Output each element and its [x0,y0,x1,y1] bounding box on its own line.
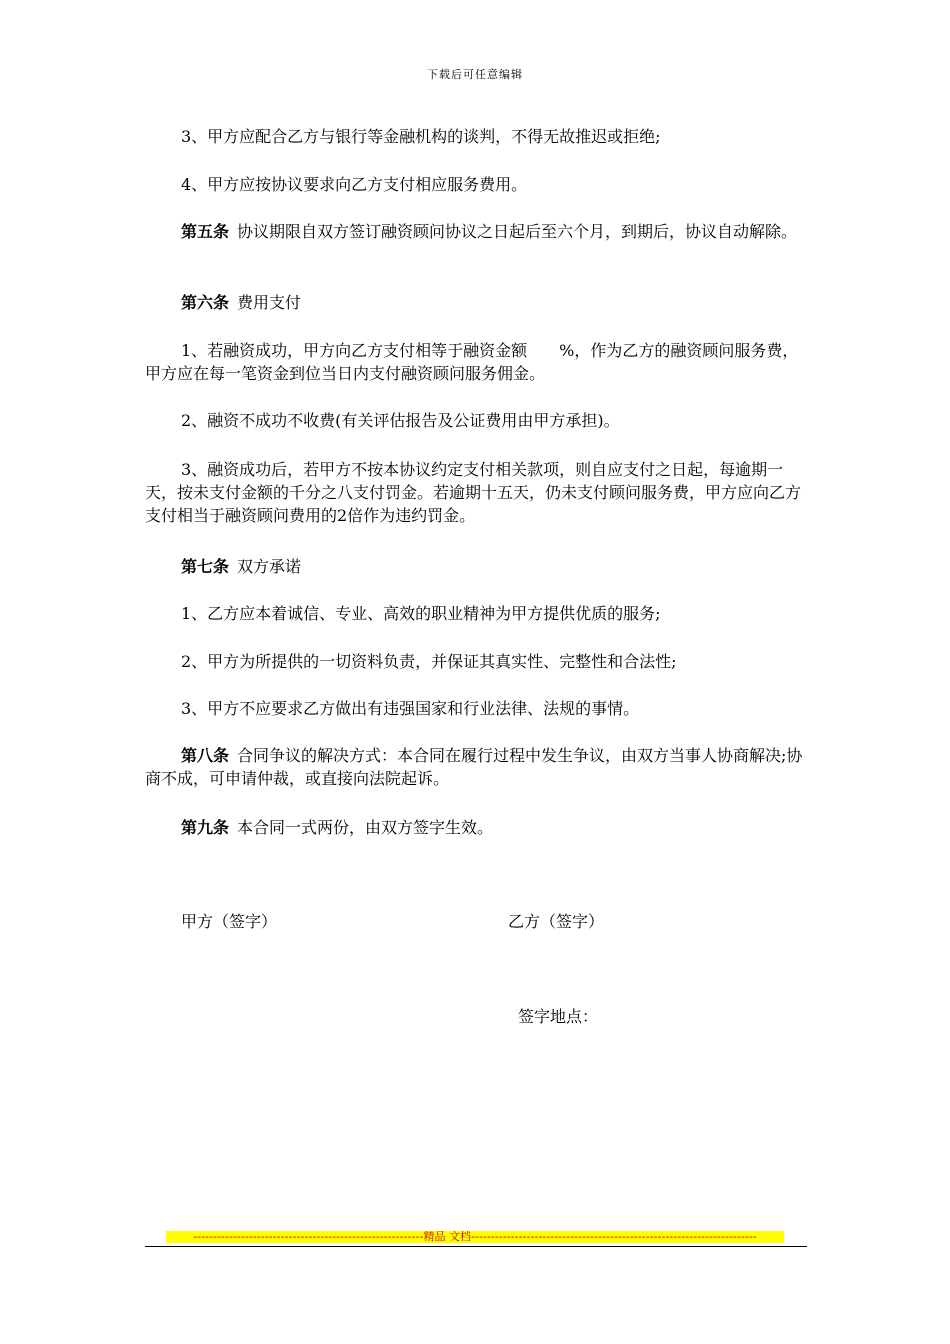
clause-text: 4、甲方应按协议要求向乙方支付相应服务费用。 [181,175,528,194]
clause-lead: 第七条 [181,557,230,576]
footer-watermark-band: ----------------------------------------------------------精品 文档------------------------------------------------------------------------ [166,1231,784,1243]
party-a-signature-label: 甲方（签字） [181,912,278,931]
clause-text: 合同争议的解决方式：本合同在履行过程中发生争议，由双方当事人协商解决;协商不成，可申请仲裁，或直接向法院起诉。 [145,746,803,788]
clause-text: 本合同一式两份，由双方签字生效。 [237,818,494,837]
clause-text: 费用支付 [237,293,302,312]
clause-paragraph [145,458,807,527]
clause-lead: 第八条 [181,746,230,765]
clause-lead: 第五条 [181,222,230,241]
clause-text: 3、甲方不应要求乙方做出有违强国家和行业法律、法规的事情。 [181,699,640,718]
clause-paragraph [145,339,807,385]
clause-text: 2、甲方为所提供的一切资料负责，并保证其真实性、完整性和合法性; [181,652,677,671]
clause-text: 协议期限自双方签订融资顾问协议之日起后至六个月，到期后，协议自动解除。 [237,222,798,241]
clause-text: 1、乙方应本着诚信、专业、高效的职业精神为甲方提供优质的服务; [181,604,661,623]
clause-paragraph [145,125,807,148]
clause-paragraph [145,173,807,196]
party-b-signature-label: 乙方（签字） [508,912,605,931]
clause-paragraph-article-7 [145,555,807,578]
clause-text: 3、甲方应配合乙方与银行等金融机构的谈判，不得无故推迟或拒绝; [181,127,661,146]
clause-paragraph [145,650,807,673]
clause-paragraph-article-8 [145,744,807,790]
signing-location-label: 签字地点： [518,1007,599,1026]
clause-paragraph [145,697,807,720]
clause-text: 3、融资成功后，若甲方不按本协议约定支付相关款项，则自应支付之日起，每逾期一天，按未支付金额的千分之八支付罚金。若逾期十五天，仍未支付顾问服务费，甲方应向乙方支付相当于融资顾问费用的2倍作为违约罚金。 [145,460,802,525]
clause-paragraph-article-6 [145,291,807,314]
footer-divider [145,1246,807,1247]
clause-text: 双方承诺 [237,557,302,576]
clause-paragraph [145,602,807,625]
clause-text: 2、融资不成功不收费(有关评估报告及公证费用由甲方承担)。 [181,411,620,430]
clause-paragraph [145,409,807,432]
clause-lead: 第六条 [181,293,230,312]
clause-lead: 第九条 [181,818,230,837]
clause-paragraph-article-5 [145,220,807,243]
clause-paragraph-article-9 [145,816,807,839]
clause-text: 1、若融资成功，甲方向乙方支付相等于融资金额 %，作为乙方的融资顾问服务费，甲方应在每一笔资金到位当日内支付融资顾问服务佣金。 [145,341,799,383]
page-header: 下载后可任意编辑 [427,68,523,81]
